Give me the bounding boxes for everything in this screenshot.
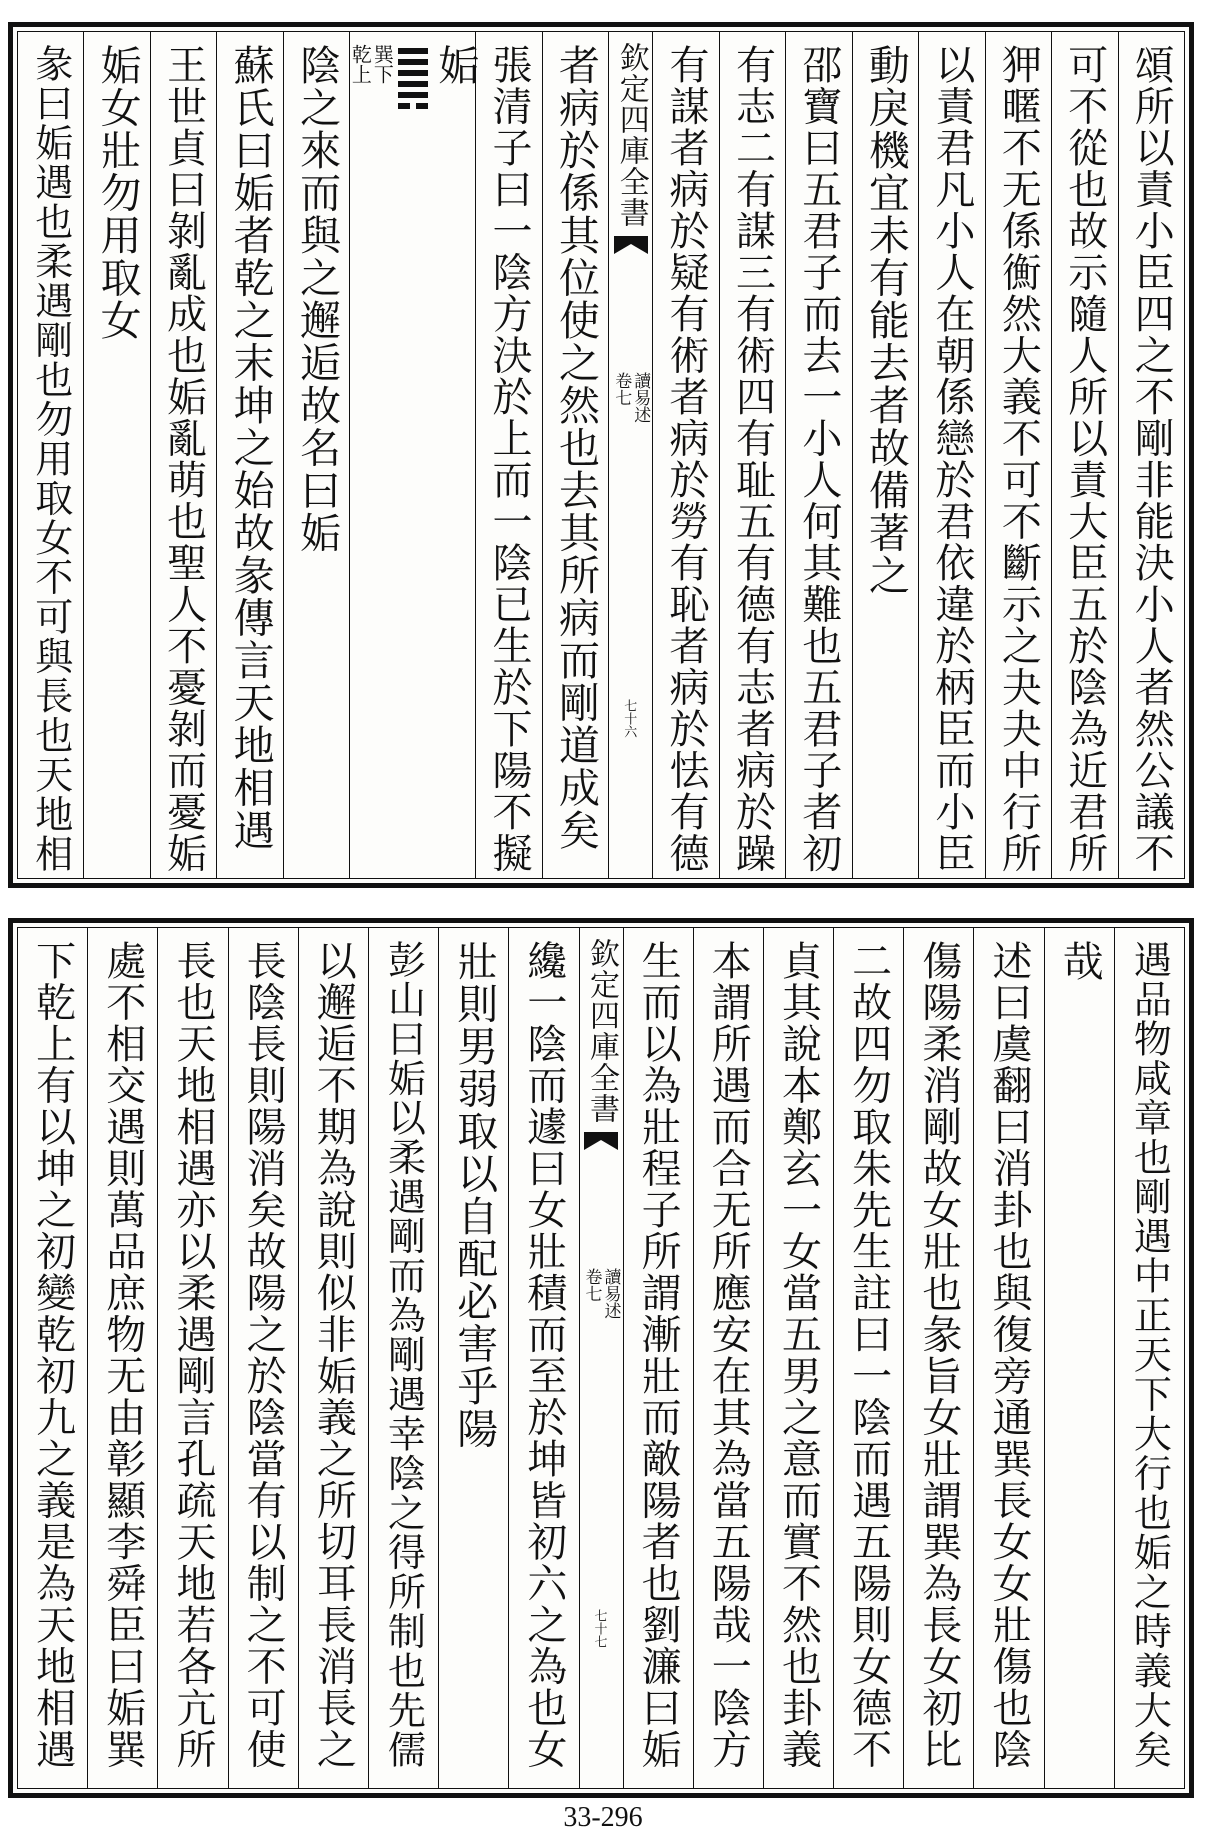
column-text: 動戾機宜未有能去者故備著之 [861, 44, 910, 597]
text-column [475, 32, 541, 878]
column-text: 有志二有謀三有術四有耻五有德有志者病於躁 [729, 44, 776, 874]
page-number: 33-296 [563, 1802, 643, 1833]
book-title: 欽定四庫全書 [584, 938, 619, 1124]
trigram-labels [348, 44, 395, 84]
hexagram-heading-column [348, 32, 480, 878]
column-text: 有謀者病於疑有術者病於勞有恥者病於怯有德 [662, 44, 709, 874]
text-column [1044, 928, 1114, 1788]
text-column [985, 32, 1051, 878]
column-text: 姤女壯勿用取女 [93, 44, 142, 342]
column-text: 本謂所遇而合无所應安在其為當五陽哉一陰方 [705, 940, 752, 1770]
text-column [157, 928, 227, 1788]
folio-number: 七十六 [621, 699, 637, 738]
text-column [18, 928, 87, 1788]
column-text: 傷陽柔消剛故女壯也彖旨女壯謂巽為長女初比 [915, 940, 962, 1770]
text-column [652, 32, 718, 878]
text-column [763, 928, 833, 1788]
text-column [216, 32, 282, 878]
column-text: 可不從也故示隨人所以責大臣五於陰為近君所 [1061, 44, 1108, 874]
column-text: 纔一陰而遽曰女壯積而至於坤皆初六之為也女 [520, 940, 567, 1770]
text-column [1114, 928, 1184, 1788]
text-column [719, 32, 785, 878]
column-text: 陰之來而與之邂逅故名曰姤 [293, 44, 342, 554]
work-title: 讀易述 [600, 1268, 621, 1319]
text-column [1118, 32, 1184, 878]
upper-trigram: 乾上 [348, 44, 373, 84]
text-column [228, 928, 298, 1788]
hexagram-heading [348, 44, 480, 109]
text-column [623, 928, 693, 1788]
text-column [18, 32, 83, 878]
column-text: 壯則男弱取以自配必害乎陽 [450, 940, 499, 1450]
column-text: 頌所以責小臣四之不剛非能決小人者然公議不 [1128, 44, 1175, 874]
column-text: 哉 [1055, 940, 1104, 983]
work-title: 讀易述 [630, 372, 651, 423]
center-fold-column [608, 32, 652, 878]
column-text: 邵寶曰五君子而去一小人何其難也五君子者初 [795, 44, 842, 874]
bottom-page-frame [8, 918, 1194, 1798]
folio-number: 七十七 [591, 1609, 607, 1648]
text-column [508, 928, 578, 1788]
column-text: 下乾上有以坤之初變乾初九之義是為天地相遇 [29, 940, 76, 1770]
gou-hexagram-icon [398, 48, 428, 109]
column-text: 彖曰姤遇也柔遇剛也勿用取女不可與長也天地相 [28, 44, 73, 874]
column-text: 遇品物咸章也剛遇中正天下大行也姤之時義大矣 [1127, 940, 1172, 1770]
bottom-page-columns [17, 927, 1185, 1789]
column-text: 二故四勿取朱先生註曰一陰而遇五陽則女德不 [845, 940, 892, 1770]
text-column [150, 32, 216, 878]
text-column [542, 32, 608, 878]
column-text: 長也天地相遇亦以柔遇剛言孔疏天地若各亢所 [169, 940, 216, 1770]
column-text: 彭山曰姤以柔遇剛而為剛遇幸陰之得所制也先儒 [381, 940, 426, 1770]
text-column [918, 32, 984, 878]
center-fold-column [579, 928, 623, 1788]
column-text: 蘇氏曰姤者乾之末坤之始故彖傳言天地相遇 [226, 44, 275, 852]
text-column [283, 32, 349, 878]
book-title: 欽定四庫全書 [613, 42, 649, 228]
text-column [368, 928, 438, 1788]
text-column [785, 32, 851, 878]
center-side-labels [583, 1268, 619, 1319]
fishtail-mark-icon [614, 236, 648, 262]
text-column [1051, 32, 1117, 878]
column-text: 長陰長則陽消矣故陽之於陰當有以制之不可使 [240, 940, 287, 1770]
column-text: 王世貞曰剝亂成也姤亂萌也聖人不憂剝而憂姤 [160, 44, 207, 874]
hexagram-name: 姤 [431, 44, 480, 85]
column-text: 處不相交遇則萬品庶物无由彰顯李舜臣曰姤巽 [99, 940, 146, 1770]
lower-trigram: 巽下 [370, 44, 395, 84]
text-column [903, 928, 973, 1788]
fishtail-mark-icon [584, 1132, 618, 1158]
column-text: 張清子曰一陰方決於上而一陰已生於下陽不擬 [486, 44, 533, 874]
text-column [87, 928, 157, 1788]
text-column [83, 32, 149, 878]
volume-label: 卷七 [611, 372, 632, 406]
column-text: 貞其說本鄭玄一女當五男之意而實不然也卦義 [775, 940, 822, 1770]
column-text: 生而以為壯程子所謂漸壯而敵陽者也劉濂曰姤 [635, 940, 682, 1770]
text-column [833, 928, 903, 1788]
center-side-labels [611, 372, 651, 423]
text-column [438, 928, 508, 1788]
column-text: 者病於係其位使之然也去其所病而剛道成矣 [552, 44, 601, 852]
column-text: 述曰虞翻曰消卦也與復旁通巽長女女壯傷也陰 [986, 940, 1033, 1770]
text-column [973, 928, 1043, 1788]
text-column [693, 928, 763, 1788]
column-text: 狎暱不无係𢖍然大義不可不斷示之夬夬中行所 [995, 44, 1042, 874]
text-column [298, 928, 368, 1788]
column-text: 以責君凡小人在朝係戀於君依違於柄臣而小臣 [928, 44, 975, 874]
top-page-frame [8, 22, 1194, 888]
text-column [852, 32, 918, 878]
top-page-columns [17, 31, 1185, 879]
column-text: 以邂逅不期為說則似非姤義之所切耳長消長之 [310, 940, 357, 1770]
volume-label: 卷七 [581, 1268, 602, 1302]
